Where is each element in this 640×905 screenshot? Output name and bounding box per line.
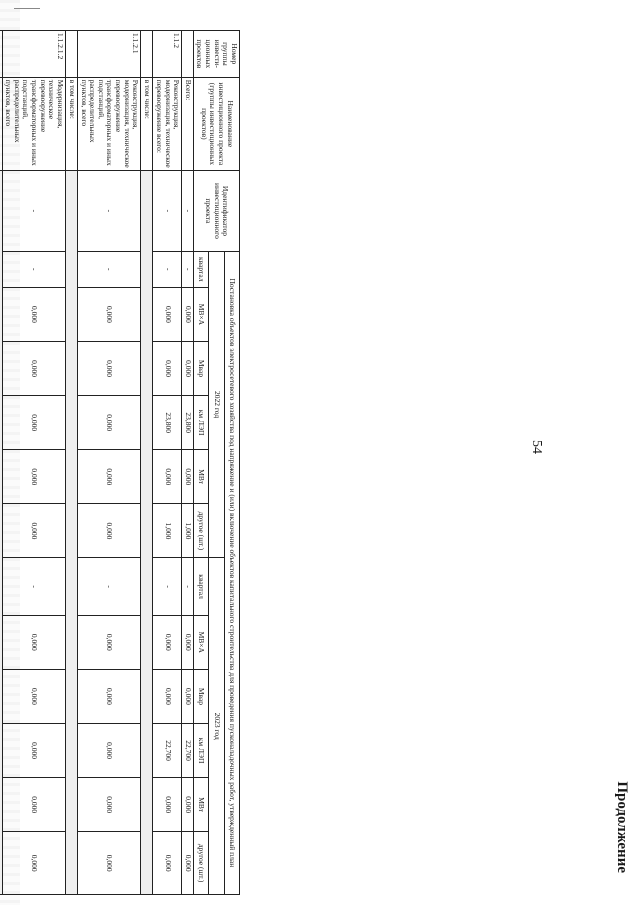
row-identifier: - xyxy=(153,171,182,252)
table-body xyxy=(0,31,193,895)
row-value-y2023: 0,000 xyxy=(2,669,65,723)
row-value-y2023: 0,000 xyxy=(153,832,182,895)
row-number: 1.1.2 xyxy=(153,31,182,78)
row-value-y2023: 0,000 xyxy=(182,669,194,723)
header-year-2022: 2022 год xyxy=(209,251,224,558)
header-unit: МВ×А xyxy=(193,287,208,341)
row-value-y2023: 0,000 xyxy=(2,724,65,778)
row-number-cell xyxy=(66,31,78,78)
row-value-y2023: 0,000 xyxy=(78,724,141,778)
row-value-y2023: 0,000 xyxy=(153,669,182,723)
row-value-y2023: 0,000 xyxy=(78,615,141,669)
row-subheading: в том числе: xyxy=(66,77,78,170)
row-value-y2023: 0,000 xyxy=(78,832,141,895)
row-name: Реконструкция, модернизация, техническое перевооружение трансформаторных и иных подстанций, распределительных пунктов, всего xyxy=(78,77,141,170)
row-number: 1.1.2.1 xyxy=(78,31,141,78)
row-value-y2023: 22,700 xyxy=(153,724,182,778)
row-value-y2023: 0,000 xyxy=(2,778,65,832)
row-value-y2022: 0,000 xyxy=(78,450,141,504)
header-unit: Мвар xyxy=(193,341,208,395)
header-unit: квартал xyxy=(193,558,208,615)
header-unit: МВт xyxy=(193,778,208,832)
row-value-y2022: - xyxy=(2,251,65,287)
header-unit: км ЛЭП xyxy=(193,396,208,450)
table-row xyxy=(182,31,194,895)
row-empty-span xyxy=(66,171,78,895)
row-identifier: - xyxy=(182,171,194,252)
header-unit: МВ×А xyxy=(193,615,208,669)
row-value-y2022: 0,000 xyxy=(78,341,141,395)
row-value-y2022: 0,000 xyxy=(2,396,65,450)
row-value-y2023: - xyxy=(153,558,182,615)
row-value-y2022: 0,000 xyxy=(153,287,182,341)
table-row xyxy=(0,31,2,895)
page-number: 54 xyxy=(529,440,544,454)
header-unit: км ЛЭП xyxy=(193,724,208,778)
row-value-y2023: 0,000 xyxy=(153,615,182,669)
row-value-y2023: 0,000 xyxy=(153,778,182,832)
row-number-cell xyxy=(141,31,153,78)
row-name: Модернизация, техническое перевооружение трансформаторных и иных подстанций, распределительных пунктов, всего xyxy=(2,77,65,170)
row-value-y2023: 0,000 xyxy=(2,832,65,895)
row-name: Реконструкция, модернизация, техническое перевооружение всего: xyxy=(153,77,182,170)
row-identifier: - xyxy=(2,171,65,252)
row-value-y2022: - xyxy=(153,251,182,287)
row-value-y2022: 0,000 xyxy=(153,450,182,504)
header-unit: Мвар xyxy=(193,669,208,723)
header-identifier: Идентификатор инвестиционного проекта xyxy=(193,171,239,252)
row-value-y2022: 0,000 xyxy=(2,504,65,558)
row-value-y2023: 0,000 xyxy=(78,669,141,723)
row-value-y2023: - xyxy=(2,558,65,615)
row-value-y2022: 1,000 xyxy=(182,504,194,558)
row-value-y2022: 0,000 xyxy=(2,450,65,504)
row-empty-span xyxy=(141,171,153,895)
table-row xyxy=(66,31,78,895)
table-row xyxy=(153,31,182,895)
row-value-y2022: 1,000 xyxy=(153,504,182,558)
row-value-y2022: - xyxy=(182,251,194,287)
table-row xyxy=(2,31,65,895)
row-value-y2023: 0,000 xyxy=(78,778,141,832)
table-row xyxy=(78,31,141,895)
row-value-y2023: 0,000 xyxy=(182,832,194,895)
page-title: Продолжение xyxy=(614,781,630,873)
header-year-2023: 2023 год xyxy=(209,558,224,895)
header-unit: другое (шт.) xyxy=(193,504,208,558)
row-value-y2022: 23,800 xyxy=(182,396,194,450)
header-main: Постановка объектов электросетевого хозяйства под напряжение и (или) включение объектов капитального строительства для проведения пусконаладочных работ, утвержденный план xyxy=(224,251,239,894)
row-value-y2022: 0,000 xyxy=(182,341,194,395)
row-number xyxy=(182,31,194,78)
header-unit: квартал xyxy=(193,251,208,287)
row-value-y2023: - xyxy=(78,558,141,615)
header-unit: МВт xyxy=(193,450,208,504)
row-value-y2022: 0,000 xyxy=(2,287,65,341)
row-subheading xyxy=(0,77,2,170)
row-value-y2023: 22,700 xyxy=(182,724,194,778)
row-value-y2022: 0,000 xyxy=(2,341,65,395)
header-name: Наименование инвестиционного проекта (группы инвестиционных проектов) xyxy=(193,77,239,170)
row-value-y2023: 0,000 xyxy=(2,615,65,669)
row-value-y2022: 0,000 xyxy=(78,287,141,341)
row-value-y2022: 0,000 xyxy=(182,287,194,341)
row-value-y2022: 23,800 xyxy=(153,396,182,450)
table-row xyxy=(141,31,153,895)
investment-table xyxy=(0,30,240,895)
row-name: Всего: xyxy=(182,77,194,170)
row-number-cell xyxy=(0,31,2,78)
row-value-y2023: 0,000 xyxy=(182,778,194,832)
row-value-y2022: 0,000 xyxy=(78,396,141,450)
row-value-y2022: 0,000 xyxy=(153,341,182,395)
row-number: 1.1.2.1.2 xyxy=(2,31,65,78)
row-value-y2022: 0,000 xyxy=(182,450,194,504)
row-value-y2022: 0,000 xyxy=(78,504,141,558)
row-value-y2022: - xyxy=(78,251,141,287)
row-value-y2023: - xyxy=(182,558,194,615)
header-number: Номер группы инвести-ционных проектов xyxy=(193,31,239,78)
header-unit: другое (шт.) xyxy=(193,832,208,895)
row-identifier: - xyxy=(78,171,141,252)
row-empty-span xyxy=(0,171,2,895)
row-value-y2023: 0,000 xyxy=(182,615,194,669)
row-subheading: в том числе: xyxy=(141,77,153,170)
